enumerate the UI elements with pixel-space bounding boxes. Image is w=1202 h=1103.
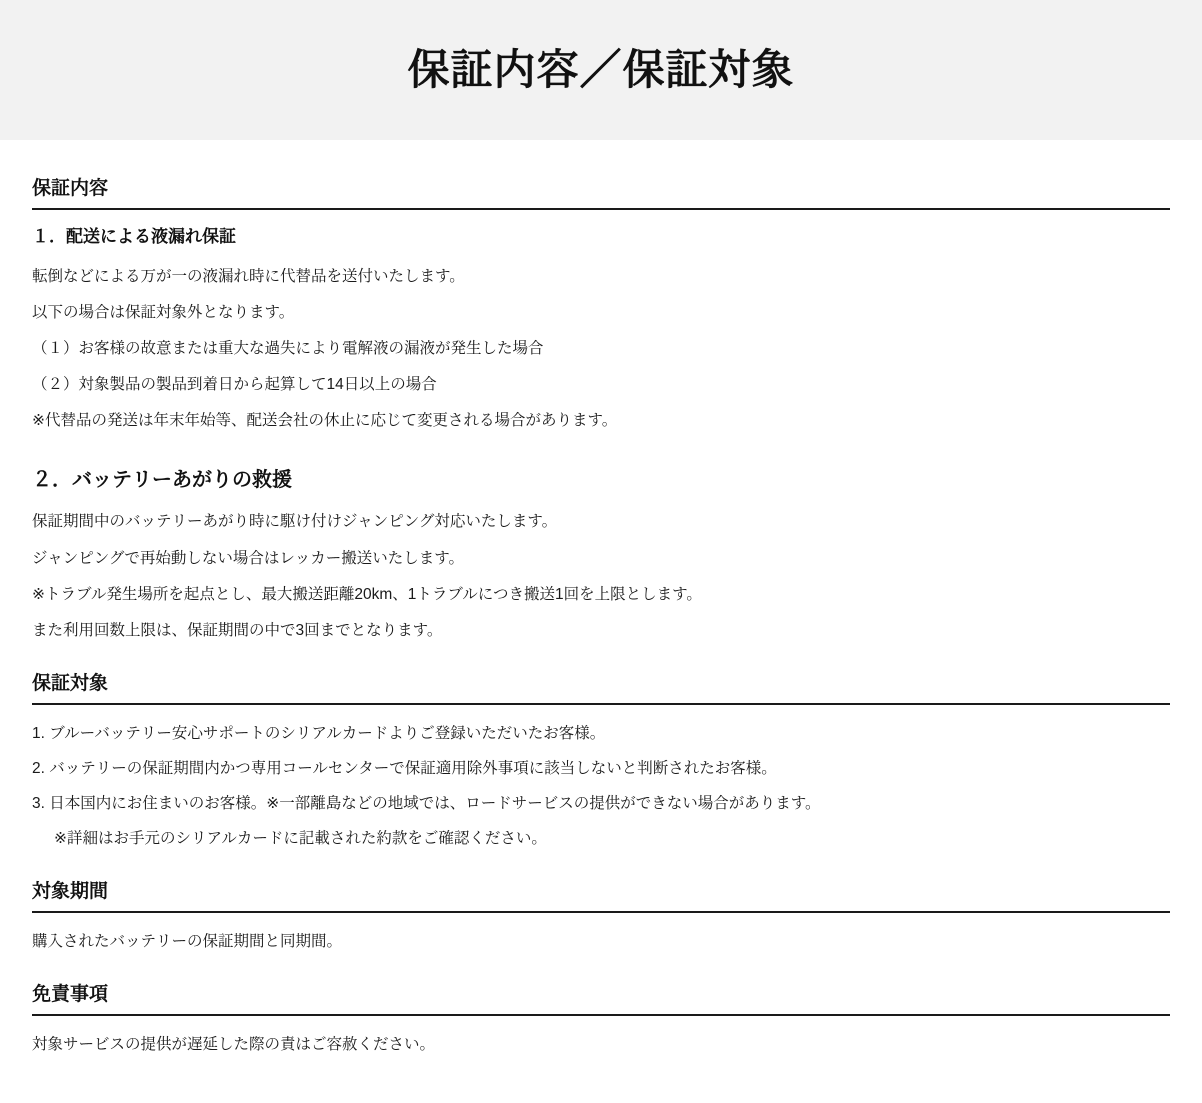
page-title: 保証内容／保証対象: [407, 45, 795, 93]
spacer-bottom: [32, 1057, 1170, 1103]
section-divider: [32, 703, 1170, 705]
leak-warranty-line-4: （２）対象製品の製品到着日から起算して14日以上の場合: [32, 376, 437, 394]
leak-warranty-line-3: （１）お客様の故意または重大な過失により電解液の漏液が発生した場合: [32, 340, 544, 358]
disclaimer-text: 対象サービスの提供が遅延した際の責はご容赦ください。: [32, 1035, 436, 1053]
section-period: [32, 881, 1170, 954]
period-text: 購入されたバッテリーの保証期間と同期間。: [32, 932, 343, 950]
battery-rescue-line-2: ジャンピングで再始動しない場合はレッカー搬送いたします。: [32, 549, 464, 567]
page-header-band: [0, 0, 1202, 140]
battery-rescue-line-3: ※トラブル発生場所を起点とし、最大搬送距離20km、1トラブルにつき搬送1回を上限とします。: [32, 585, 702, 603]
warranty-target-note: ※詳細はお手元のシリアルカードに記載された約款をご確認ください。: [54, 830, 547, 847]
section-disclaimer: [32, 984, 1170, 1057]
section-heading-disclaimer: 免責事項: [32, 984, 109, 1006]
leak-warranty-line-1: 転倒などによる万が一の液漏れ時に代替品を送付いたします。: [32, 267, 465, 285]
warranty-target-list: [32, 721, 1170, 816]
spacer-before-period: [32, 851, 1170, 881]
battery-rescue-line-4: また利用回数上限は、保証期間の中で3回までとなります。: [32, 621, 443, 639]
section-heading-period: 対象期間: [32, 881, 109, 903]
section-warranty-content: [32, 178, 1170, 643]
subheading-leak-warranty: １．配送による液漏れ保証: [32, 226, 236, 246]
leak-warranty-line-2: 以下の場合は保証対象外となります。: [32, 304, 295, 321]
battery-rescue-line-1: 保証期間中のバッテリーあがり時に駆け付けジャンピング対応いたします。: [32, 513, 558, 531]
document-content: [0, 140, 1202, 1103]
section-divider: [32, 911, 1170, 913]
section-warranty-target: [32, 673, 1170, 851]
section-divider: [32, 208, 1170, 210]
spacer-between-items: [32, 433, 1170, 463]
leak-warranty-line-5: ※代替品の発送は年末年始等、配送会社の休止に応じて変更される場合があります。: [32, 412, 618, 430]
list-item: 2. バッテリーの保証期間内かつ専用コールセンターで保証適用除外事項に該当しないと判断されたお客様。: [32, 759, 777, 777]
spacer-before-disclaimer: [32, 954, 1170, 984]
section-heading-warranty-target: 保証対象: [32, 672, 109, 694]
section-divider: [32, 1014, 1170, 1016]
list-item: 1. ブルーバッテリー安心サポートのシリアルカードよりご登録いただいたお客様。: [32, 724, 606, 742]
section-heading-warranty-content: 保証内容: [32, 178, 109, 199]
subheading-battery-rescue: ２．バッテリーあがりの救援: [32, 469, 292, 492]
spacer-top: [32, 140, 1170, 178]
spacer-before-target: [32, 643, 1170, 673]
list-item: 3. 日本国内にお住まいのお客様。※一部離島などの地域では、ロードサービスの提供ができない場合があります。: [32, 794, 821, 812]
